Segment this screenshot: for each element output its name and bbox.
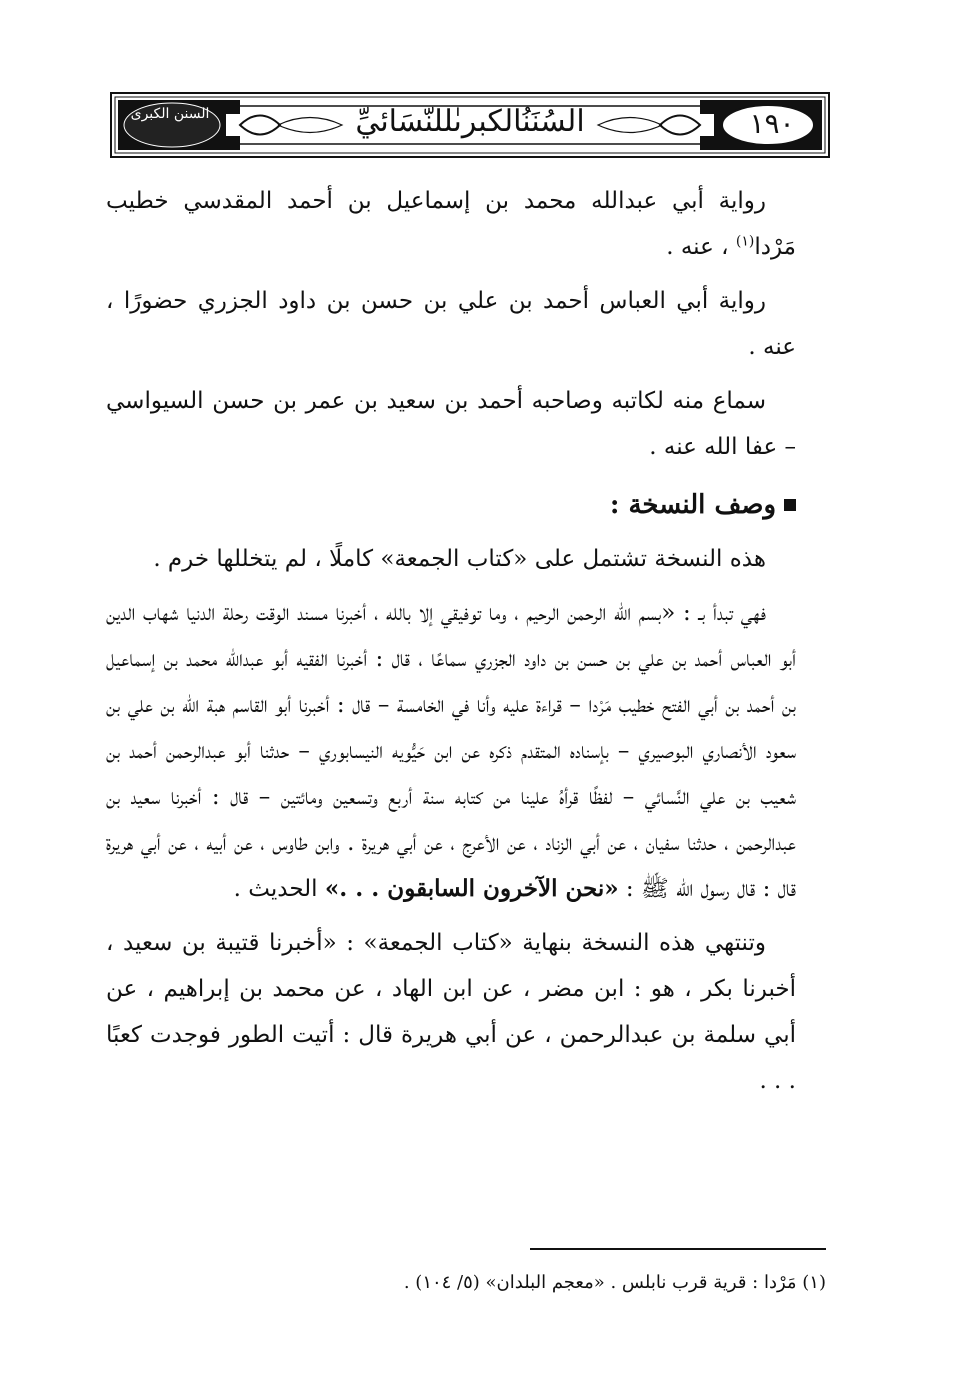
paragraph-text-end: ، عنه . [666, 234, 729, 260]
paragraph-riwaya-2: رواية أبي العباس أحمد بن علي بن حسن بن داود الجزري حضورًا ، عنه . [106, 288, 796, 360]
book-logo: السنن الكبرى [130, 106, 210, 122]
footnote-divider [530, 1248, 826, 1250]
section-heading-text: وصف النسخة : [609, 490, 776, 520]
section-heading [106, 478, 796, 532]
paragraph-beginning [106, 590, 796, 912]
footnote-ref: (١) [735, 233, 755, 250]
hadith-quote: «نحن الآخرون السابقون . . .» [324, 875, 619, 902]
paragraph-text-end: الحديث . [233, 876, 318, 902]
paragraph-ending: وتنتهي هذه النسخة بنهاية «كتاب الجمعة» : «أخبرنا قتيبة بن سعيد ، أخبرنا بكر ، هو : ابن مضر ، عن ابن الهاد ، عن محمد بن إبراهيم ، عن أبي سلمة بن عبدالرحمن ، عن أبي هريرة قال : أتيت الطور فوجدت كعبًا . . . [106, 930, 796, 1094]
footnote: (١) مَرْدا : قرية قرب نابلس . «معجم البلدان» (٥/ ١٠٤) . [403, 1272, 826, 1293]
square-bullet-icon [784, 499, 796, 511]
paragraph-riwaya-1 [106, 178, 796, 270]
main-text [106, 178, 796, 1104]
running-title: السُنَنُالكبرىٰللنّسَائيِّ [355, 104, 585, 139]
paragraph-text: فهي تبدأ بـ : «بسم الله الرحمن الرحيم ، وما توفيقي إلا بالله ، أخبرنا مسند الوقت رحلة الدنيا شهاب الدين أبو العباس أحمد بن علي بن حسن بن داود الجزري سماعًا ، قال : أخبرنا الفقيه أبو عبدالله محمد بن إسماعيل بن أحمد بن أبي الفتح خطيب مَرْدا – قراءة عليه وأنا في الخامسة – قال : أخبرنا أبو القاسم هبة الله بن علي بن سعود الأنصاري البوصيري – بإسناده المتقدم ذكره عن ابن حَيُّويه النيسابوري – حدثنا أبو عبدالرحمن أحمد بن شعيب بن علي النَّسائي – لفظًا قرأهُ علينا من كتابه سنة أربع وتسعين ومائتين – قال : أخبرنا سعيد بن عبدالرحمن ، حدثنا سفيان ، عن أبي الزناد ، عن الأعرج ، عن أبي هريرة . وابن طاوس ، عن أبيه ، عن أبي هريرة قال : قال رسول الله ﷺ : [106, 600, 796, 902]
page-header [110, 92, 830, 158]
page-number: ١٩٠ [749, 107, 795, 140]
paragraph-description: هذه النسخة تشتمل على «كتاب الجمعة» كاملًا ، لم يتخللها خرم . [153, 546, 766, 572]
paragraph-samaa: سماع منه لكاتبه وصاحبه أحمد بن سعيد بن عمر بن حسن السيواسي – عفا الله عنه . [106, 388, 796, 460]
paragraph-text: رواية أبي عبدالله محمد بن إسماعيل بن أحمد المقدسي خطيب مَرْدا [106, 188, 796, 260]
